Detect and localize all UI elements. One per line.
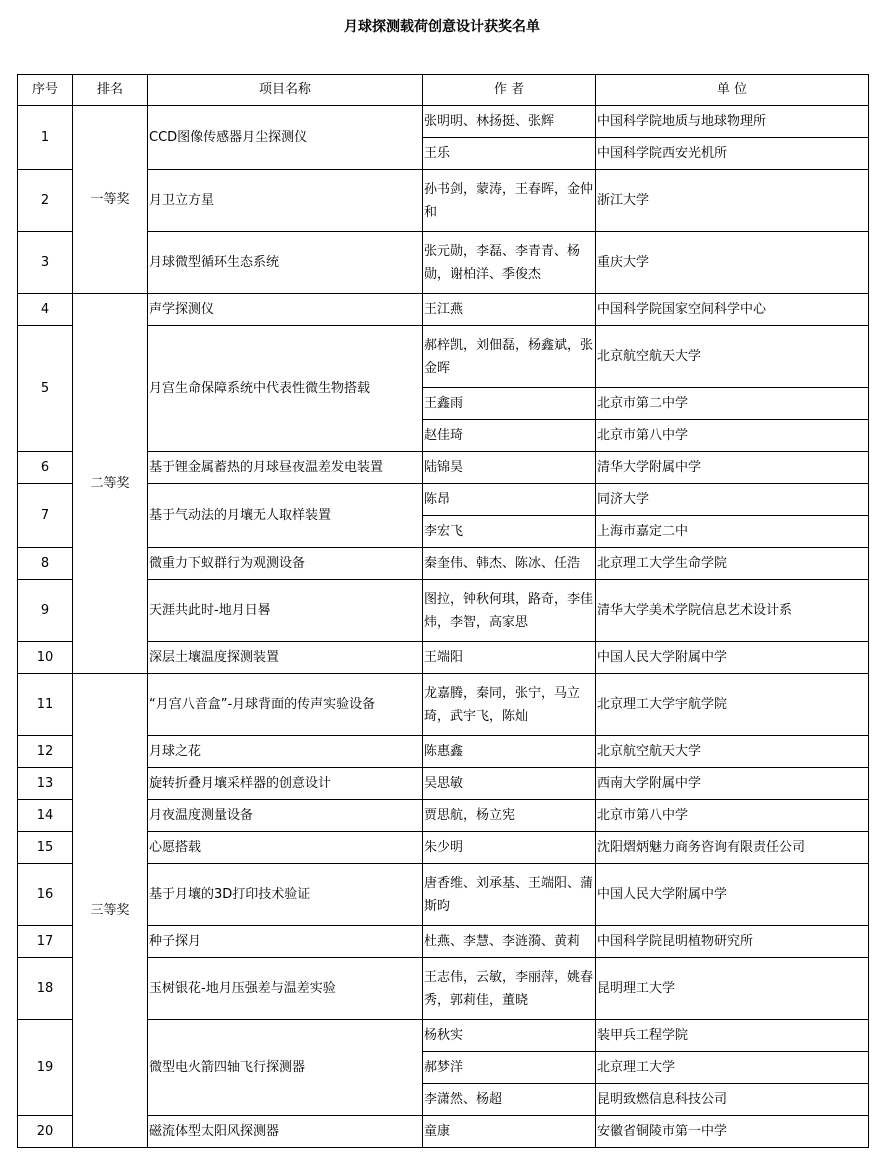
project-name: 天涯共此时-地月日晷 xyxy=(148,580,423,642)
author-cell: 孙书剑，蒙涛，王春晖，金仲和 xyxy=(423,170,596,232)
unit-cell: 北京理工大学宇航学院 xyxy=(596,674,869,736)
unit-cell: 浙江大学 xyxy=(596,170,869,232)
unit-cell: 中国科学院西安光机所 xyxy=(596,138,869,170)
author-cell: 张元勋，李磊、李青青、杨勋，谢柏洋、季俊杰 xyxy=(423,232,596,294)
award-table xyxy=(17,74,869,1148)
author-cell: 王乐 xyxy=(423,138,596,170)
author-cell: 吴思敏 xyxy=(423,768,596,800)
project-name: 玉树银花-地月压强差与温差实验 xyxy=(148,958,423,1020)
table-row xyxy=(18,106,869,138)
unit-cell: 北京理工大学生命学院 xyxy=(596,548,869,580)
author-cell: 杨秋实 xyxy=(423,1020,596,1052)
header-number: 序号 xyxy=(18,75,73,106)
unit-cell: 中国科学院地质与地球物理所 xyxy=(596,106,869,138)
author-cell: 张明明、林扬挺、张辉 xyxy=(423,106,596,138)
project-name: 磁流体型太阳风探测器 xyxy=(148,1116,423,1148)
author-cell: 李潇然、杨超 xyxy=(423,1084,596,1116)
author-cell: 杜燕、李慧、李涟漪、黄莉 xyxy=(423,926,596,958)
author-cell: 童康 xyxy=(423,1116,596,1148)
project-name: 基于气动法的月壤无人取样装置 xyxy=(148,484,423,548)
unit-cell: 北京航空航天大学 xyxy=(596,736,869,768)
author-cell: 王端阳 xyxy=(423,642,596,674)
project-name: 月卫立方星 xyxy=(148,170,423,232)
project-name: 基于月壤的3D打印技术验证 xyxy=(148,864,423,926)
header-project: 项目名称 xyxy=(148,75,423,106)
project-name: CCD图像传感器月尘探测仪 xyxy=(148,106,423,170)
project-name: 种子探月 xyxy=(148,926,423,958)
row-number: 19 xyxy=(18,1020,73,1116)
row-number: 20 xyxy=(18,1116,73,1148)
author-cell: 秦奎伟、韩杰、陈冰、任浩 xyxy=(423,548,596,580)
author-cell: 陈惠鑫 xyxy=(423,736,596,768)
row-number: 16 xyxy=(18,864,73,926)
unit-cell: 中国科学院国家空间科学中心 xyxy=(596,294,869,326)
table-body xyxy=(18,106,869,1148)
author-cell: 赵佳琦 xyxy=(423,420,596,452)
author-cell: 王鑫雨 xyxy=(423,388,596,420)
unit-cell: 中国人民大学附属中学 xyxy=(596,864,869,926)
row-number: 10 xyxy=(18,642,73,674)
table-row xyxy=(18,294,869,326)
unit-cell: 北京市第八中学 xyxy=(596,800,869,832)
row-number: 11 xyxy=(18,674,73,736)
row-number: 12 xyxy=(18,736,73,768)
project-name: 微重力下蚁群行为观测设备 xyxy=(148,548,423,580)
row-number: 17 xyxy=(18,926,73,958)
rank-cell: 三等奖 xyxy=(73,674,148,1148)
row-number: 18 xyxy=(18,958,73,1020)
unit-cell: 同济大学 xyxy=(596,484,869,516)
project-name: 月宫生命保障系统中代表性微生物搭载 xyxy=(148,326,423,452)
unit-cell: 北京理工大学 xyxy=(596,1052,869,1084)
header-rank: 排名 xyxy=(73,75,148,106)
author-cell: 龙嘉腾，秦同，张宁，马立琦，武宇飞，陈灿 xyxy=(423,674,596,736)
author-cell: 唐香维、刘承基、王端阳、蒲斯昀 xyxy=(423,864,596,926)
unit-cell: 装甲兵工程学院 xyxy=(596,1020,869,1052)
unit-cell: 昆明致燃信息科技公司 xyxy=(596,1084,869,1116)
header-unit: 单 位 xyxy=(596,75,869,106)
project-name: 月球之花 xyxy=(148,736,423,768)
unit-cell: 中国科学院昆明植物研究所 xyxy=(596,926,869,958)
row-number: 8 xyxy=(18,548,73,580)
unit-cell: 清华大学美术学院信息艺术设计系 xyxy=(596,580,869,642)
row-number: 1 xyxy=(18,106,73,170)
row-number: 14 xyxy=(18,800,73,832)
row-number: 4 xyxy=(18,294,73,326)
row-number: 7 xyxy=(18,484,73,548)
project-name: “月宫八音盒”-月球背面的传声实验设备 xyxy=(148,674,423,736)
rank-cell: 二等奖 xyxy=(73,294,148,674)
unit-cell: 北京航空航天大学 xyxy=(596,326,869,388)
author-cell: 朱少明 xyxy=(423,832,596,864)
author-cell: 贾思航，杨立宪 xyxy=(423,800,596,832)
row-number: 15 xyxy=(18,832,73,864)
project-name: 深层土壤温度探测装置 xyxy=(148,642,423,674)
row-number: 5 xyxy=(18,326,73,452)
project-name: 心愿搭载 xyxy=(148,832,423,864)
unit-cell: 北京市第八中学 xyxy=(596,420,869,452)
unit-cell: 西南大学附属中学 xyxy=(596,768,869,800)
rank-cell: 一等奖 xyxy=(73,106,148,294)
unit-cell: 北京市第二中学 xyxy=(596,388,869,420)
author-cell: 李宏飞 xyxy=(423,516,596,548)
unit-cell: 清华大学附属中学 xyxy=(596,452,869,484)
unit-cell: 重庆大学 xyxy=(596,232,869,294)
author-cell: 陈昂 xyxy=(423,484,596,516)
row-number: 9 xyxy=(18,580,73,642)
row-number: 3 xyxy=(18,232,73,294)
unit-cell: 安徽省铜陵市第一中学 xyxy=(596,1116,869,1148)
author-cell: 郝梦洋 xyxy=(423,1052,596,1084)
unit-cell: 中国人民大学附属中学 xyxy=(596,642,869,674)
table-header-row xyxy=(18,75,869,106)
project-name: 月夜温度测量设备 xyxy=(148,800,423,832)
document-title: 月球探测载荷创意设计获奖名单 xyxy=(344,19,540,35)
project-name: 微型电火箭四轴飞行探测器 xyxy=(148,1020,423,1116)
project-name: 基于锂金属蓄热的月球昼夜温差发电装置 xyxy=(148,452,423,484)
header-author: 作 者 xyxy=(423,75,596,106)
table-row xyxy=(18,674,869,736)
author-cell: 陆锦昊 xyxy=(423,452,596,484)
unit-cell: 昆明理工大学 xyxy=(596,958,869,1020)
row-number: 13 xyxy=(18,768,73,800)
author-cell: 图拉，钟秋何琪，路奇，李佳炜，李智，高家思 xyxy=(423,580,596,642)
project-name: 月球微型循环生态系统 xyxy=(148,232,423,294)
row-number: 2 xyxy=(18,170,73,232)
project-name: 旋转折叠月壤采样器的创意设计 xyxy=(148,768,423,800)
author-cell: 王志伟，云敏，李丽萍，姚春秀，郭莉佳，董晓 xyxy=(423,958,596,1020)
unit-cell: 上海市嘉定二中 xyxy=(596,516,869,548)
author-cell: 王江燕 xyxy=(423,294,596,326)
author-cell: 郝梓凯，刘佃磊，杨鑫斌，张金晖 xyxy=(423,326,596,388)
unit-cell: 沈阳熠炳魅力商务咨询有限责任公司 xyxy=(596,832,869,864)
row-number: 6 xyxy=(18,452,73,484)
project-name: 声学探测仪 xyxy=(148,294,423,326)
